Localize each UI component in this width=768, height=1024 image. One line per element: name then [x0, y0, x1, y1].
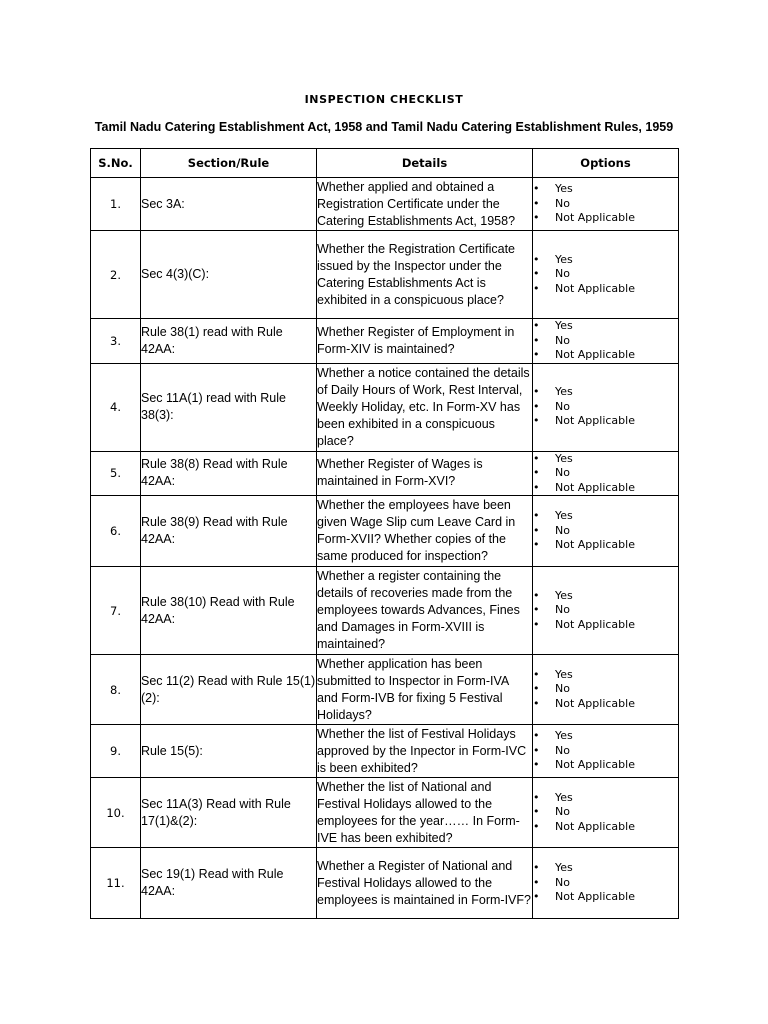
row-details: Whether Register of Wages is maintained in Form-XVI?	[317, 451, 533, 496]
row-details: Whether the employees have been given Wage Slip cum Leave Card in Form-XVII? Whether copies of the same produced for inspection?	[317, 496, 533, 567]
row-sno: 1.	[91, 178, 141, 231]
row-options	[533, 178, 679, 231]
option-item: • No	[533, 603, 678, 618]
header-sno: S.No.	[91, 149, 141, 178]
option-item: • Yes	[533, 668, 678, 683]
row-section-rule: Rule 38(8) Read with Rule 42AA:	[141, 451, 317, 496]
row-section-rule: Sec 4(3)(C):	[141, 231, 317, 319]
option-item: • Not Applicable	[533, 890, 678, 905]
row-options	[533, 848, 679, 919]
row-sno: 9.	[91, 725, 141, 778]
row-sno: 2.	[91, 231, 141, 319]
table-row	[91, 231, 679, 319]
option-item: • Yes	[533, 319, 678, 334]
options-list	[533, 589, 678, 633]
row-details: Whether a Register of National and Festival Holidays allowed to the employees is maintained in Form-IVF?	[317, 848, 533, 919]
row-sno: 5.	[91, 451, 141, 496]
header-row	[91, 149, 679, 178]
option-item: • Yes	[533, 509, 678, 524]
row-options	[533, 231, 679, 319]
row-sno: 3.	[91, 319, 141, 364]
option-item: • Yes	[533, 791, 678, 806]
row-options	[533, 319, 679, 364]
option-item: • No	[533, 805, 678, 820]
row-options	[533, 567, 679, 655]
row-details: Whether Register of Employment in Form-XIV is maintained?	[317, 319, 533, 364]
row-section-rule: Sec 19(1) Read with Rule 42AA:	[141, 848, 317, 919]
row-details: Whether applied and obtained a Registration Certificate under the Catering Establishments Act, 1958?	[317, 178, 533, 231]
row-details: Whether the Registration Certificate issued by the Inspector under the Catering Establishments Act is exhibited in a conspicuous place?	[317, 231, 533, 319]
row-sno: 6.	[91, 496, 141, 567]
row-section-rule: Sec 11A(3) Read with Rule 17(1)&(2):	[141, 778, 317, 848]
row-details: Whether the list of National and Festival Holidays allowed to the employees for the year…… In Form-IVE has been exhibited?	[317, 778, 533, 848]
header-options: Options	[533, 149, 679, 178]
row-details: Whether a register containing the details of recoveries made from the employees towards Advances, Fines and Damages in Form-XVIII is maintained?	[317, 567, 533, 655]
table-row	[91, 725, 679, 778]
page-title: INSPECTION CHECKLIST	[304, 93, 464, 106]
options-list	[533, 319, 678, 363]
row-sno: 4.	[91, 363, 141, 451]
option-item: • No	[533, 744, 678, 759]
option-item: • No	[533, 876, 678, 891]
options-list	[533, 729, 678, 773]
option-item: • Not Applicable	[533, 538, 678, 553]
options-list	[533, 861, 678, 905]
row-options	[533, 496, 679, 567]
option-item: • Yes	[533, 729, 678, 744]
row-section-rule: Rule 38(9) Read with Rule 42AA:	[141, 496, 317, 567]
options-list	[533, 182, 678, 226]
table-row	[91, 778, 679, 848]
options-list	[533, 253, 678, 297]
row-section-rule: Rule 15(5):	[141, 725, 317, 778]
row-details: Whether a notice contained the details of Daily Hours of Work, Rest Interval, Weekly Holiday, etc. In Form-XV has been exhibited in a conspicuous place?	[317, 363, 533, 451]
option-item: • Not Applicable	[533, 481, 678, 496]
option-item: • Yes	[533, 385, 678, 400]
option-item: • Yes	[533, 589, 678, 604]
option-item: • Not Applicable	[533, 618, 678, 633]
option-item: • Not Applicable	[533, 820, 678, 835]
table-row	[91, 496, 679, 567]
options-list	[533, 452, 678, 496]
checklist-body	[91, 178, 679, 919]
row-section-rule: Rule 38(1) read with Rule 42AA:	[141, 319, 317, 364]
option-item: • No	[533, 682, 678, 697]
row-options	[533, 778, 679, 848]
table-row	[91, 451, 679, 496]
row-details: Whether the list of Festival Holidays approved by the Inpector in Form-IVC is been exhibited?	[317, 725, 533, 778]
options-list	[533, 385, 678, 429]
row-options	[533, 363, 679, 451]
option-item: • Yes	[533, 253, 678, 268]
option-item: • Yes	[533, 182, 678, 197]
option-item: • Yes	[533, 861, 678, 876]
row-sno: 10.	[91, 778, 141, 848]
row-options	[533, 451, 679, 496]
option-item: • Not Applicable	[533, 211, 678, 226]
table-row	[91, 655, 679, 725]
checklist-table	[90, 148, 679, 919]
options-list	[533, 509, 678, 553]
row-section-rule: Sec 3A:	[141, 178, 317, 231]
options-list	[533, 791, 678, 835]
header-section-rule: Section/Rule	[141, 149, 317, 178]
option-item: • No	[533, 524, 678, 539]
row-section-rule: Sec 11A(1) read with Rule 38(3):	[141, 363, 317, 451]
option-item: • No	[533, 334, 678, 349]
option-item: • Yes	[533, 452, 678, 467]
row-options	[533, 655, 679, 725]
option-item: • Not Applicable	[533, 758, 678, 773]
option-item: • Not Applicable	[533, 348, 678, 363]
table-row	[91, 178, 679, 231]
page-subtitle: Tamil Nadu Catering Establishment Act, 1958 and Tamil Nadu Catering Establishment Rules, 1959	[94, 120, 674, 134]
table-row	[91, 319, 679, 364]
option-item: • No	[533, 197, 678, 212]
row-section-rule: Sec 11(2) Read with Rule 15(1)(2):	[141, 655, 317, 725]
option-item: • No	[533, 400, 678, 415]
row-sno: 7.	[91, 567, 141, 655]
options-list	[533, 668, 678, 712]
row-details: Whether application has been submitted to Inspector in Form-IVA and Form-IVB for fixing 5 Festival Holidays?	[317, 655, 533, 725]
option-item: • No	[533, 267, 678, 282]
table-row	[91, 567, 679, 655]
row-sno: 11.	[91, 848, 141, 919]
row-section-rule: Rule 38(10) Read with Rule 42AA:	[141, 567, 317, 655]
table-row	[91, 848, 679, 919]
header-details: Details	[317, 149, 533, 178]
option-item: • Not Applicable	[533, 282, 678, 297]
option-item: • Not Applicable	[533, 414, 678, 429]
option-item: • No	[533, 466, 678, 481]
row-options	[533, 725, 679, 778]
row-sno: 8.	[91, 655, 141, 725]
option-item: • Not Applicable	[533, 697, 678, 712]
table-row	[91, 363, 679, 451]
